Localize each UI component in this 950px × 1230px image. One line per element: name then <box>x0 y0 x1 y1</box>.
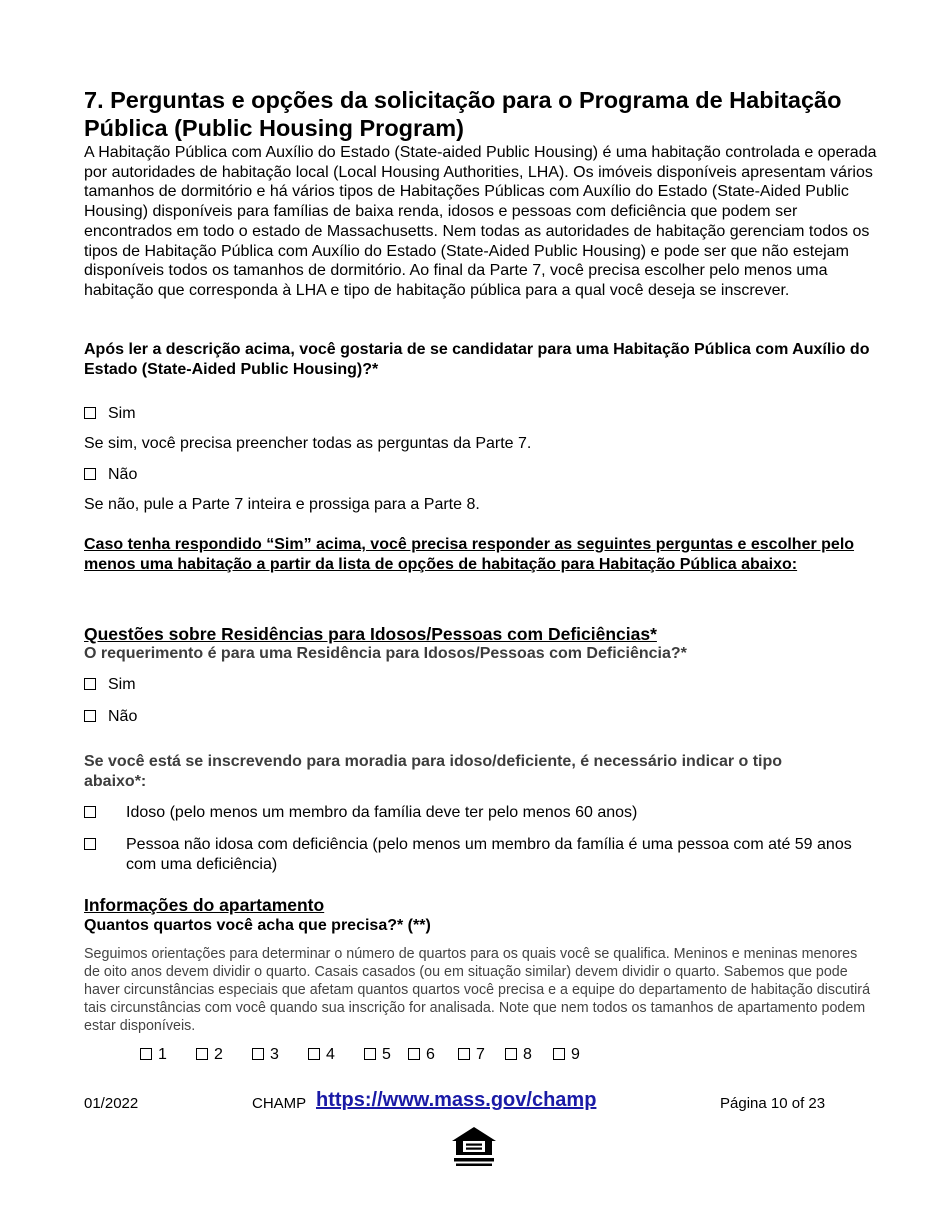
checkbox-icon[interactable] <box>364 1048 376 1060</box>
instruction-text: Caso tenha respondido “Sim” acima, você precisa responder as seguintes perguntas e escolher pelo menos uma habitação a partir da lista de opções de habitação para Habitação Pública abaixo: <box>84 536 855 573</box>
checkbox-icon[interactable] <box>553 1048 565 1060</box>
room-option-4[interactable] <box>308 1045 335 1065</box>
room-label: 2 <box>214 1046 223 1063</box>
room-label: 9 <box>571 1046 580 1063</box>
type-question: Se você está se inscrevendo para moradia para idoso/deficiente, é necessário indicar o tipo abaixo*: <box>84 753 783 790</box>
elderly-heading: Questões sobre Residências para Idosos/Pessoas com Deficiências* <box>84 624 657 644</box>
room-option-1[interactable] <box>140 1045 167 1065</box>
footer-page-number: Página 10 of 23 <box>720 1095 826 1112</box>
room-label: 8 <box>523 1046 532 1063</box>
type-option-idoso[interactable] <box>84 803 96 823</box>
checkbox-icon[interactable] <box>505 1048 517 1060</box>
checkbox-icon[interactable] <box>140 1048 152 1060</box>
option-label: Sim <box>108 676 136 693</box>
checkbox-icon[interactable] <box>84 407 96 419</box>
room-label: 6 <box>426 1046 435 1063</box>
room-label: 1 <box>158 1046 167 1063</box>
room-option-6[interactable] <box>408 1045 435 1065</box>
room-option-8[interactable] <box>505 1045 532 1065</box>
checkbox-icon[interactable] <box>84 806 96 818</box>
apply-option-nao[interactable] <box>84 465 137 485</box>
apply-option-sim[interactable] <box>84 404 136 424</box>
elderly-option-nao[interactable] <box>84 707 137 727</box>
elderly-option-sim[interactable] <box>84 675 136 695</box>
room-option-7[interactable] <box>458 1045 485 1065</box>
room-option-5[interactable] <box>364 1045 391 1065</box>
room-label: 4 <box>326 1046 335 1063</box>
room-option-9[interactable] <box>553 1045 580 1065</box>
checkbox-icon[interactable] <box>252 1048 264 1060</box>
equal-housing-logo-icon <box>450 1125 498 1167</box>
room-option-2[interactable] <box>196 1045 223 1065</box>
checkbox-icon[interactable] <box>84 468 96 480</box>
checkbox-icon[interactable] <box>84 710 96 722</box>
apt-question: Quantos quartos você acha que precisa?* (**) <box>84 917 431 934</box>
type-option-idoso-label: Idoso (pelo menos um membro da família deve ter pelo menos 60 anos) <box>126 804 638 821</box>
footer-link-text[interactable]: https://www.mass.gov/champ <box>316 1089 597 1111</box>
apt-heading: Informações do apartamento <box>84 895 325 915</box>
checkbox-icon[interactable] <box>84 678 96 690</box>
apt-note: Seguimos orientações para determinar o número de quartos para os quais você se qualifica. Meninos e meninas menores de oito anos devem dividir o quarto. Casais casados (ou em situação similar) devem dividir o quarto. Sabemos que pode haver circunstâncias especiais que afetam quantos quartos você precisa e a equipe do departamento de habitação discutirá tais circunstâncias com você quando sua inscrição for analisada. Note que nem todos os tamanhos de apartamento podem estar disponíveis. <box>84 946 871 1034</box>
room-option-3[interactable] <box>252 1045 279 1065</box>
checkbox-icon[interactable] <box>458 1048 470 1060</box>
option-label: Não <box>108 708 138 725</box>
room-label: 7 <box>476 1046 485 1063</box>
type-option-deficiencia[interactable] <box>84 835 96 855</box>
footer-link[interactable] <box>316 1089 596 1112</box>
option-label: Sim <box>108 405 136 422</box>
checkbox-icon[interactable] <box>196 1048 208 1060</box>
room-label: 5 <box>382 1046 391 1063</box>
elderly-question: O requerimento é para uma Residência para Idosos/Pessoas com Deficiência?* <box>84 645 687 662</box>
footer-program: CHAMP <box>252 1095 307 1112</box>
checkbox-icon[interactable] <box>408 1048 420 1060</box>
room-label: 3 <box>270 1046 279 1063</box>
section-title: 7. Perguntas e opções da solicitação para o Programa de Habitação Pública (Public Housing Program) <box>84 87 842 141</box>
intro-paragraph: A Habitação Pública com Auxílio do Estado (State-aided Public Housing) é uma habitação controlada e operada por autoridades de habitação local (Local Housing Authorities, LHA). Os imóveis disponíveis apresentam vários tamanhos de dormitório e há vários tipos de Habitações Públicas com Auxílio do Estado (State-Aided Public Housing) disponíveis para famílias de baixa renda, idosos e pessoas com deficiência que podem ser encontrados em todo o estado de Massachusetts. Nem todas as autoridades de habitação gerenciam todos os tipos de Habitação Pública com Auxílio do Estado (State-Aided Public Housing) e pode ser que não estejam disponíveis todos os tamanhos de dormitório. Ao final da Parte 7, você precisa escolher pelo menos uma habitação que corresponda à LHA e tipo de habitação pública para a qual você deseja se inscrever. <box>84 144 877 299</box>
apply-question: Após ler a descrição acima, você gostaria de se candidatar para uma Habitação Pública com Auxílio do Estado (State-Aided Public Housing)?* <box>84 341 870 378</box>
type-option-deficiencia-label: Pessoa não idosa com deficiência (pelo menos um membro da família é uma pessoa com até 59 anos com uma deficiência) <box>126 836 852 873</box>
note-sim: Se sim, você precisa preencher todas as perguntas da Parte 7. <box>84 435 532 452</box>
option-label: Não <box>108 466 138 483</box>
checkbox-icon[interactable] <box>84 838 96 850</box>
checkbox-icon[interactable] <box>308 1048 320 1060</box>
footer-date: 01/2022 <box>84 1095 139 1112</box>
note-nao: Se não, pule a Parte 7 inteira e prossiga para a Parte 8. <box>84 496 480 513</box>
